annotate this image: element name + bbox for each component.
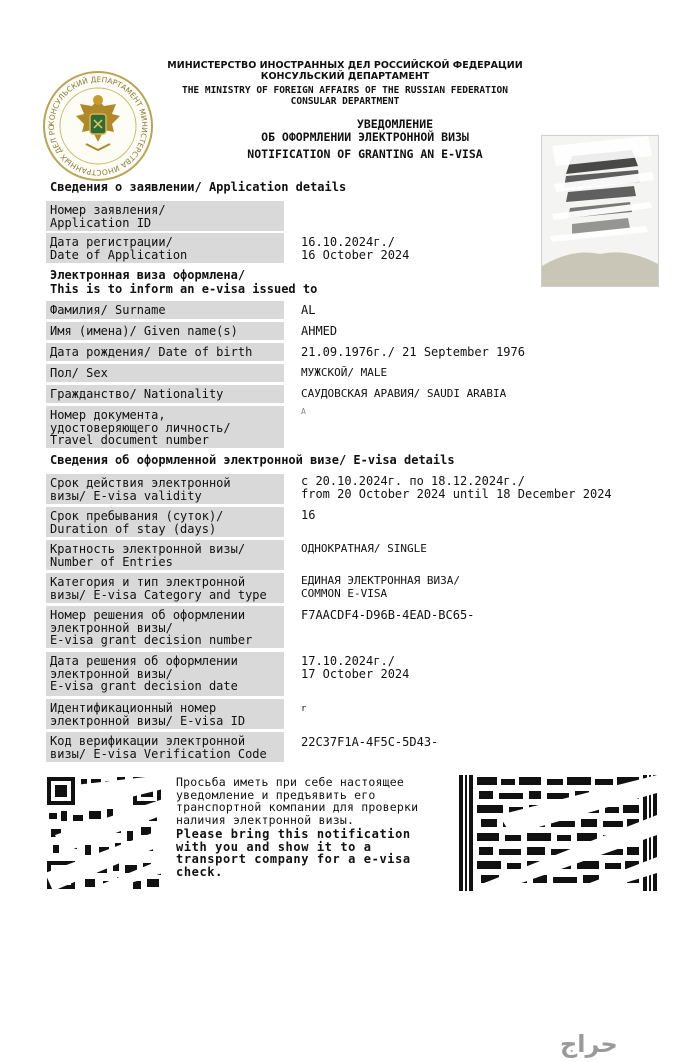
notice-en-2: with you and show it to a	[176, 839, 372, 854]
department-name-en: CONSULAR DEPARTMENT	[290, 96, 400, 107]
stay-duration-label	[46, 507, 284, 537]
application-id-label-en: Application ID	[50, 215, 152, 230]
category-value-en: COMMON E-VISA	[301, 586, 388, 600]
sex-value: МУЖСКОЙ/ MALE	[301, 366, 388, 379]
evisa-id-label-ru: Идентификационный номер	[50, 701, 217, 715]
notice-en-3: transport company for a e-visa	[176, 852, 411, 866]
entries-label-ru: Кратность электронной визы/	[50, 542, 246, 556]
notice-ru-4: наличия электронной визы.	[176, 812, 355, 827]
application-date-label	[46, 233, 284, 263]
category-label-en: визы/ E-visa Category and type	[50, 587, 267, 602]
travel-document-label-1: Номер документа,	[50, 408, 166, 422]
surname-value: AL	[301, 303, 316, 317]
decision-date-label	[46, 652, 284, 696]
travel-document-label-3: Travel document number	[50, 433, 209, 447]
category-value	[301, 575, 460, 600]
notice-en	[176, 828, 451, 878]
notice-en-1: Please bring this notification	[176, 827, 411, 841]
travel-document-label-2: удостоверяющего личность/	[50, 420, 231, 435]
decision-number-label-3: E-visa grant decision number	[50, 633, 253, 647]
entries-label-en: Number of Entries	[50, 554, 173, 569]
given-name-label: Имя (имена)/ Given name(s)	[46, 322, 284, 340]
entries-value: ОДНОКРАТНАЯ/ SINGLE	[301, 542, 427, 555]
title-ru-1: УВЕДОМЛЕНИЕ	[356, 117, 434, 131]
application-id-label	[46, 201, 284, 231]
validity-label	[46, 474, 284, 504]
application-id-label-ru: Номер заявления/	[50, 203, 166, 217]
decision-date-value	[301, 655, 409, 680]
travel-document-value: A	[301, 407, 306, 416]
section-evisa-details: Сведения об оформленной электронной визе/ E-visa details	[50, 453, 455, 467]
seal-text: КОНСУЛЬСКИЙ ДЕПАРТАМЕНТ МИНИСТЕРСТВА ИНОСТРАННЫХ ДЕЛ РО	[46, 74, 150, 178]
notice-ru-2: уведомление и предъявить его	[176, 787, 376, 802]
application-date-value-ru: 16.10.2024г./	[301, 235, 395, 249]
consular-seal	[42, 70, 154, 182]
category-value-ru: ЕДИНАЯ ЭЛЕКТРОННАЯ ВИЗА/	[301, 574, 460, 587]
nationality-value: САУДОВСКАЯ АРАВИЯ/ SAUDI ARABIA	[301, 387, 507, 400]
section-application-details: Сведения о заявлении/ Application details	[50, 180, 347, 194]
title-en: NOTIFICATION OF GRANTING AN E-VISA	[247, 147, 483, 161]
category-label-ru: Категория и тип электронной	[50, 575, 246, 589]
validity-label-ru: Срок действия электронной	[50, 476, 231, 490]
section-evisa-issued-to-ru: Электронная виза оформлена/	[50, 268, 246, 282]
section-evisa-issued-to	[50, 268, 317, 296]
transport-notice	[176, 776, 451, 878]
decision-number-value: F7AACDF4-D96B-4EAD-BC65-	[301, 608, 475, 622]
category-label	[46, 573, 284, 603]
decision-number-label-2: электронной визы/	[50, 620, 173, 635]
applicant-photo	[541, 135, 659, 287]
decision-date-value-en: 17 October 2024	[301, 666, 410, 681]
watermark-logo: حراج	[560, 1030, 618, 1058]
validity-value-ru: с 20.10.2024г. по 18.12.2024г./	[301, 474, 525, 488]
nationality-label: Гражданство/ Nationality	[46, 385, 284, 403]
application-date-label-ru: Дата регистрации/	[50, 235, 173, 249]
verification-code-value: 22C37F1A-4F5C-5D43-	[301, 735, 439, 749]
entries-label	[46, 540, 284, 570]
validity-label-en: визы/ E-visa validity	[50, 488, 202, 503]
stay-duration-label-en: Duration of stay (days)	[50, 521, 217, 536]
verification-code-label-en: визы/ E-visa Verification Code	[50, 746, 267, 761]
evisa-id-label	[46, 699, 284, 729]
decision-date-value-ru: 17.10.2024г./	[301, 654, 395, 668]
department-name-ru: КОНСУЛЬСКИЙ ДЕПАРТАМЕНТ	[260, 71, 430, 82]
application-date-value-en: 16 October 2024	[301, 247, 410, 262]
ministry-name-ru: МИНИСТЕРСТВО ИНОСТРАННЫХ ДЕЛ РОССИЙСКОЙ ФЕДЕРАЦИИ	[167, 60, 523, 71]
evisa-id-value: r	[301, 704, 307, 714]
barcode-right	[459, 775, 657, 891]
verification-code-label	[46, 732, 284, 762]
decision-number-label	[46, 606, 284, 648]
stay-duration-value: 16	[301, 508, 316, 522]
decision-date-label-1: Дата решения об оформлении	[50, 654, 238, 668]
date-of-birth-value: 21.09.1976г./ 21 September 1976	[301, 345, 525, 359]
given-name-value: AHMED	[301, 324, 338, 338]
decision-date-label-2: электронной визы/	[50, 666, 173, 681]
sex-label: Пол/ Sex	[46, 364, 284, 382]
application-date-value	[301, 236, 409, 261]
surname-label: Фамилия/ Surname	[46, 301, 284, 319]
travel-document-label	[46, 406, 284, 448]
ministry-name-en: THE MINISTRY OF FOREIGN AFFAIRS OF THE RUSSIAN FEDERATION	[181, 85, 508, 96]
title-ru-2: ОБ ОФОРМЛЕНИИ ЭЛЕКТРОННОЙ ВИЗЫ	[261, 130, 469, 144]
notice-en-4: check.	[176, 864, 223, 879]
decision-date-label-3: E-visa grant decision date	[50, 679, 238, 693]
stay-duration-label-ru: Срок пребывания (суток)/	[50, 509, 224, 523]
qr-code-left	[45, 775, 163, 891]
application-date-label-en: Date of Application	[50, 247, 188, 262]
notice-ru-3: транспортной компании для проверки	[176, 800, 419, 814]
date-of-birth-label: Дата рождения/ Date of birth	[46, 343, 284, 361]
decision-number-label-1: Номер решения об оформлении	[50, 608, 246, 622]
validity-value	[301, 475, 612, 500]
evisa-id-label-en: электронной визы/ E-visa ID	[50, 713, 246, 728]
verification-code-label-ru: Код верификации электронной	[50, 734, 246, 748]
notice-ru-1: Просьба иметь при себе настоящее	[176, 775, 404, 789]
section-evisa-issued-to-en: This is to inform an e-visa issued to	[50, 282, 318, 296]
validity-value-en: from 20 October 2024 until 18 December 2024	[301, 486, 612, 501]
